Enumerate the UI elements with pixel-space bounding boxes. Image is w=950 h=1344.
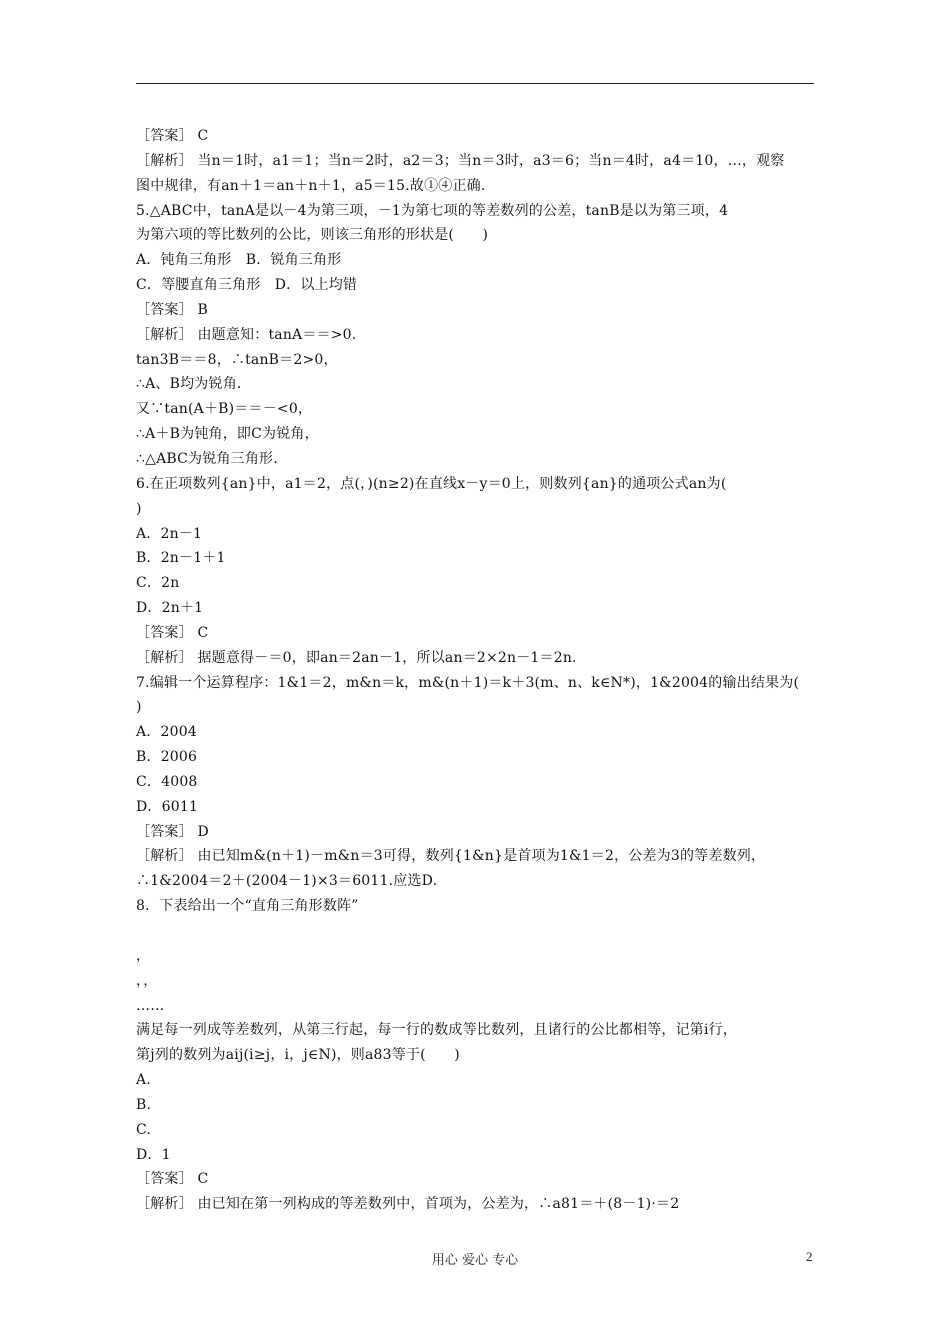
- text-line: ［答案］ C: [136, 128, 209, 144]
- text-line: ［解析］ 由已知m&(n＋1)－m&n＝3可得，数列{1&n}是首项为1&1＝2，公差为3的等差数列，: [136, 848, 766, 865]
- footer-text: 用心 爱心 专心: [431, 1253, 519, 1268]
- option-line: D．2n＋1: [136, 600, 204, 617]
- answer-line: ［答案］ D: [136, 823, 209, 840]
- text-line: 满足每一列成等差数列，从第三行起，每一行的数成等比数列，且诸行的公比都相等，记第i行，: [136, 1022, 738, 1039]
- question-6: 6.在正项数列{an}中，a1＝2，点(，)(n≥2)在直线x－y＝0上，则数列{an}的通项公式an为(: [136, 475, 727, 492]
- option-line: C．4008: [136, 773, 198, 790]
- option-line: D．1: [136, 1146, 171, 1163]
- answer-line: ［答案］ B: [136, 301, 208, 318]
- question-7: 7.编辑一个运算程序：1&1＝2，m&n＝k，m&(n＋1)＝k＋3(m、n、k∈N*)，1&2004的输出结果为(: [136, 674, 800, 691]
- question-8: 8．下表给出一个“直角三角形数阵”: [136, 898, 359, 915]
- option-line: D．6011: [136, 798, 199, 815]
- blank-line: [136, 919, 826, 944]
- option-line: B．2n－1＋1: [136, 550, 226, 567]
- option-line: B.: [136, 1096, 152, 1113]
- option-line: B．2006: [136, 749, 198, 766]
- text-line: ［解析］ 由题意知：tanA＝＝>0.: [136, 326, 357, 343]
- text-line: ，: [136, 947, 151, 964]
- option-line: A．钝角三角形 B．锐角三角形: [136, 252, 342, 269]
- question-5: 5.△ABC中，tanA是以－4为第三项，－1为第七项的等差数列的公差，tanB是以为第三项，4: [136, 202, 729, 219]
- text-line: ∴A＋B为钝角，即C为锐角，: [136, 426, 319, 443]
- text-line: ［解析］ 由已知在第一列构成的等差数列中，首项为，公差为，∴a81＝＋(8－1)·＝2: [136, 1196, 680, 1213]
- text-line: 第j列的数列为aij(i≥j，i，j∈N)，则a83等于( ): [136, 1047, 460, 1064]
- text-line: 为第六项的等比数列的公比，则该三角形的形状是( ): [136, 227, 489, 244]
- header-rule: [136, 83, 814, 84]
- text-line: ，，: [136, 972, 158, 989]
- option-line: C．2n: [136, 575, 180, 592]
- text-line: ……: [136, 997, 165, 1014]
- text-line: ［解析］ 当n＝1时，a1＝1；当n＝2时，a2＝3；当n＝3时，a3＝6；当n＝4时，a4＝10，…，观察: [136, 152, 785, 169]
- option-line: A.: [136, 1072, 151, 1089]
- text-line: ): [136, 699, 142, 716]
- text-line: ): [136, 500, 142, 517]
- text-line: ∴△ABC为锐角三角形.: [136, 450, 278, 467]
- page-number: 2: [806, 1249, 813, 1264]
- answer-line: ［答案］ C: [136, 1171, 209, 1188]
- text-line: ∴A、B均为锐角.: [136, 376, 242, 393]
- text-line: tan3B＝＝8，∴tanB＝2>0，: [136, 351, 338, 368]
- option-line: C．等腰直角三角形 D．以上均错: [136, 277, 358, 294]
- text-line: ∴1&2004＝2＋(2004－1)×3＝6011.应选D.: [136, 873, 438, 890]
- text-line: ［解析］ 据题意得－＝0，即an＝2an－1，所以an＝2×2n－1＝2n.: [136, 649, 577, 666]
- text-line: 又∵tan(A＋B)＝＝－<0，: [136, 401, 313, 418]
- option-line: A．2004: [136, 724, 197, 741]
- document-body: [136, 124, 826, 1217]
- option-line: A．2n－1: [136, 525, 203, 542]
- text-line: 图中规律，有an＋1＝an＋n＋1，a5＝15.故①④正确.: [136, 177, 486, 194]
- option-line: C.: [136, 1121, 152, 1138]
- answer-line: ［答案］ C: [136, 624, 209, 641]
